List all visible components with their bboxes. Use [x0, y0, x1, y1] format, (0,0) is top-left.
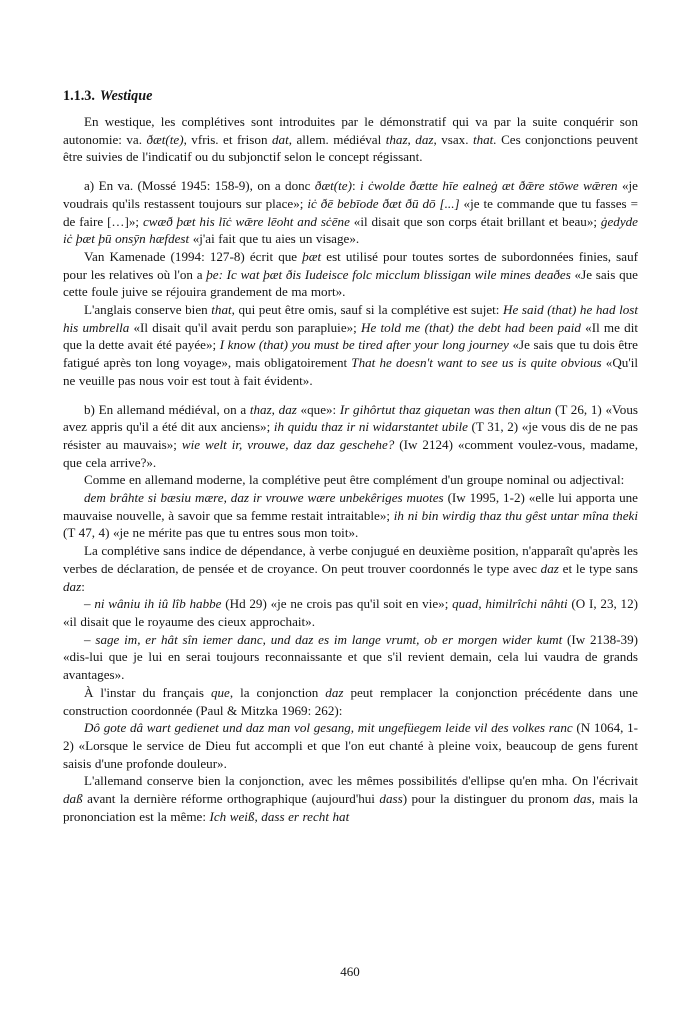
example-text-run: ih ni bin wirdig thaz thu gêst untar mîna theki [393, 507, 638, 523]
paragraph [63, 595, 638, 630]
text-run: «il disait que son corps était brillant et beau»; [349, 213, 601, 229]
paragraph [63, 631, 638, 684]
paragraph [63, 719, 638, 772]
example-text-run: thaz, daz [249, 401, 297, 417]
example-text-run: cwæð þæt his līċ wǣre lēoht and sċēne [142, 213, 350, 229]
example-text-run: iċ ðē bebīode ðæt ðū dō [...] [307, 195, 460, 211]
text-run: (Iw 2138-39) «dis-lui que je lui en serai toujours reconnaissante et que s'il revient demain, cela lui vaudra de grands avantages». [63, 631, 639, 683]
text-run: , allem. médiéval [288, 131, 386, 147]
example-text-run: dem brâhte si bæsiu mære, daz ir vrouwe wære unbekêriges muotes [84, 490, 444, 506]
example-text-run: He said (that) he had lost his umbrella [63, 302, 638, 335]
section-heading [63, 87, 638, 105]
text-run: En westique, les complétives sont introduites par le démonstratif qui va par la suite conquérir son autonomie: va. [63, 114, 638, 147]
text-run: «j'ai fait que tu aies un visage». [189, 231, 360, 247]
text-run: peut remplacer la conjonction précédente dans une construction coordonnée (Paul & Mitzka 1969: 262): [63, 684, 638, 718]
text-run: Van Kamenade (1994: 127-8) écrit que [84, 248, 303, 264]
text-body [63, 87, 638, 825]
text-run: L'anglais conserve bien [84, 302, 212, 318]
text-run: b) En allemand médiéval, on a [84, 401, 250, 417]
example-text-run: i ċwolde ðætte hīe ealneġ æt ðǣre stōwe wǣren [360, 178, 618, 194]
example-text-run: quad, himilrîchi nâhti [452, 596, 568, 612]
paragraph [63, 177, 638, 248]
text-run: (Iw 2124) «comment voulez-vous, madame, que cela arrive?». [63, 436, 638, 470]
example-text-run: that. [472, 131, 497, 147]
text-run: et le type sans [558, 560, 638, 576]
example-text-run: ni wâniu ih iû lîb habbe [94, 596, 222, 612]
text-run: a) En va. (Mossé 1945: 158-9), on a donc [84, 178, 315, 194]
example-text-run: dat [271, 131, 289, 147]
example-text-run: Dô gote dâ wart gedienet und daz man vol gesang, mit ungefüegem leide vil des volkes ranc [84, 720, 573, 736]
example-text-run: ġedyde iċ þæt þū onsȳn hæfdest [63, 213, 638, 247]
paragraph [63, 301, 638, 390]
paragraph [63, 542, 638, 595]
text-run: «Je sais que tu dois être fatigué après ton long voyage», mais obligatoirement [63, 337, 638, 371]
example-text-run: daz [540, 560, 559, 576]
paragraph [63, 401, 638, 472]
text-run: «je voudrais qu'ils restassent toujours sur place»; [63, 178, 638, 211]
text-run: : [351, 178, 361, 194]
text-run: vsax. [436, 131, 473, 147]
section-number: 1.1.3. [63, 88, 95, 104]
text-run: ) pour la distinguer du pronom [402, 791, 574, 807]
example-text-run: That he doesn't want to see us is quite obvious [351, 355, 602, 371]
text-run: «Qu'il ne veuille pas nous voir est tout à fait évident». [63, 355, 638, 388]
example-text-run: daz [325, 684, 344, 700]
text-run: «Il disait qu'il avait perdu son parapluie»; [129, 319, 362, 335]
example-text-run: wie welt ir, vrouwe, daz daz geschehe? [181, 436, 395, 452]
paragraph [63, 489, 638, 542]
example-text-run: dass [379, 791, 403, 807]
text-run: , qui peut être omis, sauf si la complétive est sujet: [231, 302, 503, 318]
page-number: 460 [340, 964, 360, 979]
text-run: «je te commande que tu fasses = de faire […]»; [63, 195, 639, 229]
example-text-run: sage im, er hât sîn iemer danc, und daz es im lange vrumt, ob er morgen wider kumt [95, 631, 563, 647]
text-run: (Hd 29) «je ne crois pas qu'il soit en vie»; [221, 596, 453, 612]
example-text-run: He told me (that) the debt had been paid [361, 319, 581, 335]
text-run: «que»: [296, 401, 340, 417]
text-run: , vfris. et frison [183, 131, 272, 147]
example-text-run: daß [63, 791, 83, 807]
paragraph [63, 684, 638, 719]
example-text-run: ðæt(te) [146, 131, 184, 147]
example-text-run: þæt [302, 248, 322, 264]
example-text-run: que [210, 684, 230, 700]
paragraph [63, 113, 638, 166]
text-run: (Iw 1995, 1-2) «elle lui apporta une mauvaise nouvelle, à savoir que sa femme restait intraitable»; [63, 490, 638, 523]
example-text-run: das [573, 791, 592, 807]
page-footer [0, 964, 700, 980]
text-run: «Il me dit que la dette avait été payée»; [63, 319, 638, 353]
text-run: La complétive sans indice de dépendance, à verbe conjugué en deuxième position, n'apparaît qu'après les verbes de déclaration, de pensée et de croyance. On peut trouver coordonnés le type avec [63, 543, 638, 576]
paragraph [63, 248, 638, 301]
example-text-run: daz [63, 578, 82, 594]
text-run: L'allemand conserve bien la conjonction, avec les mêmes possibilités d'ellipse qu'en mha. On l'écrivait [84, 773, 638, 789]
text-run: (T 31, 2) «je vous dis de ne pas résister au mauvais»; [63, 419, 638, 452]
paragraphs-container [63, 113, 638, 825]
text-run: avant la dernière réforme orthographique (aujourd'hui [82, 791, 380, 807]
text-run: , mais la prononciation est la même: [63, 791, 638, 824]
section-title: Westique [99, 88, 153, 104]
text-run: Comme en allemand moderne, la complétive peut être complément d'un groupe nominal ou adjectival: [84, 472, 625, 488]
text-run: «Je sais que cette foule juive se réjouira grandement de ma mort». [63, 266, 638, 300]
text-run: (T 26, 1) «Vous avez appris qu'il a été dit aux anciens»; [63, 401, 638, 435]
text-run: – [84, 596, 95, 612]
text-run: , la conjonction [229, 684, 326, 700]
example-text-run: thaz, daz, [385, 131, 437, 147]
text-run: : [81, 578, 85, 594]
example-text-run: Ir gihôrtut thaz giquetan was then altun [339, 401, 552, 417]
text-run: est utilisé pour toutes sortes de subordonnées finies, sauf pour les relatives où l'on a [63, 248, 638, 282]
paragraph [63, 471, 638, 489]
text-run: À l'instar du français [84, 684, 211, 700]
text-run: (N 1064, 1-2) «Lorsque le service de Dieu fut accompli et que l'on eut chanté à pleine voix, beaucoup de gens furent saisis d'une profonde douleur». [63, 720, 638, 771]
example-text-run: that [211, 302, 232, 318]
example-text-run: ðæt(te) [314, 178, 352, 194]
text-run: – [84, 631, 96, 647]
example-text-run: I know (that) you must be tired after your long journey [219, 337, 509, 353]
text-run: (O I, 23, 12) «il disait que le royaume des cieux approchait». [63, 596, 638, 629]
text-run: Ces conjonctions peuvent être suivies de l'indicatif ou du subjonctif selon le concept régissant. [63, 131, 638, 165]
example-text-run: Ich weiß, dass er recht hat [209, 808, 350, 824]
paragraph [63, 772, 638, 825]
example-text-run: ih quidu thaz ir ni widarstantet ubile [273, 419, 468, 435]
text-run: (T 47, 4) «je ne mérite pas que tu entres sous mon toit». [63, 525, 359, 541]
example-text-run: þe: Ic wat þæt ðis Iudeisce folc micclum blissigan wile mines deaðes [206, 266, 571, 282]
